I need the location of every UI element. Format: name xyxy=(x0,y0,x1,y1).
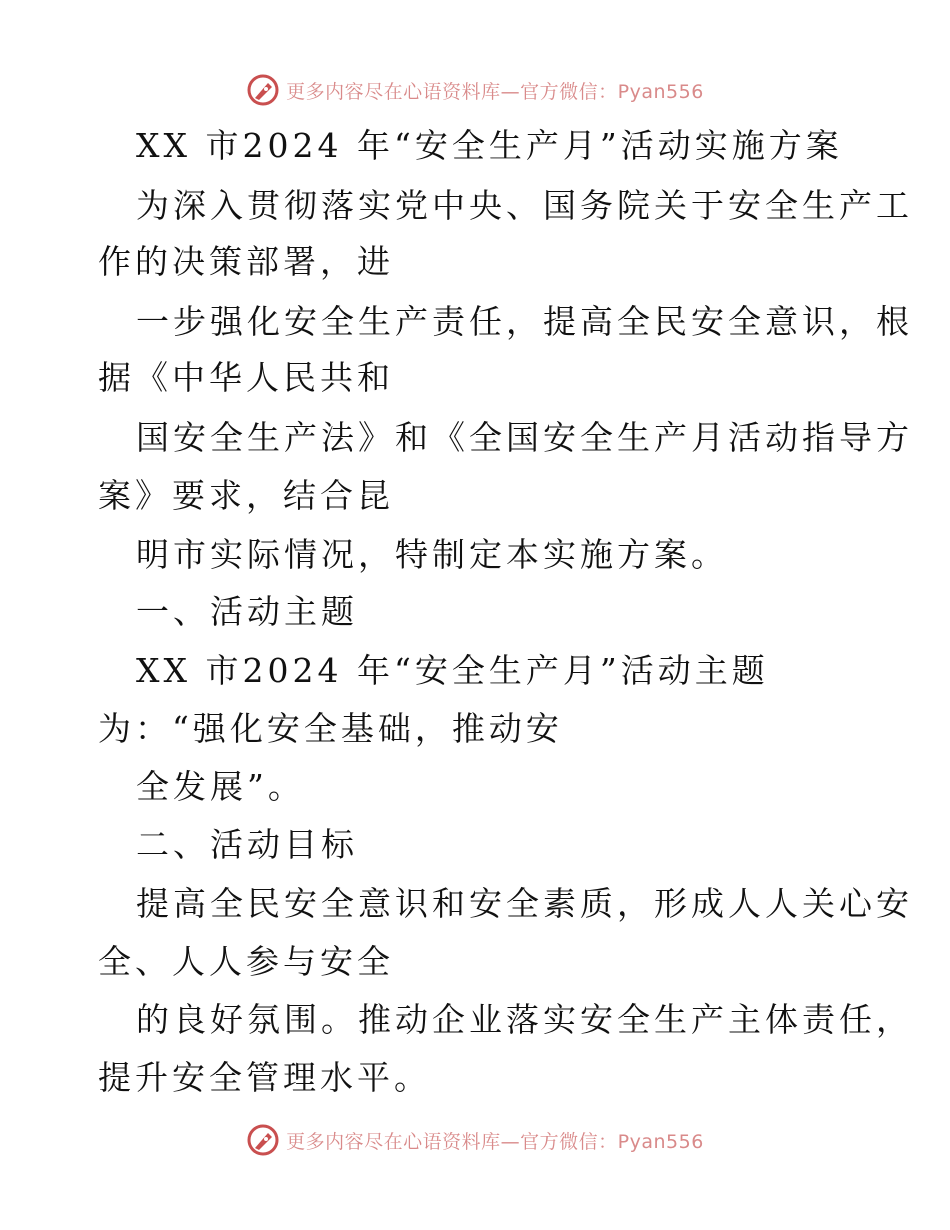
paragraph-line: 据《中华人民共和 xyxy=(98,358,394,397)
paragraph-line: 明市实际情况，特制定本实施方案。 xyxy=(136,535,728,574)
paragraph-line: 为：“强化安全基础，推动安 xyxy=(98,709,563,748)
document-title: XX 市2024 年“安全生产月”活动实施方案 xyxy=(136,126,843,165)
pen-nib-logo-icon xyxy=(246,1123,280,1157)
paragraph-line: 为深入贯彻落实党中央、国务院关于安全生产工 xyxy=(136,186,913,225)
paragraph-line: 提高全民安全意识和安全素质，形成人人关心安 xyxy=(136,884,913,923)
section-heading: 二、活动目标 xyxy=(136,825,358,864)
paragraph-line: 作的决策部署，进 xyxy=(98,242,394,281)
footer-watermark xyxy=(0,1120,950,1160)
watermark-text: 更多内容尽在心语资料库—官方微信：Pyan556 xyxy=(286,80,704,103)
paragraph-line: XX 市2024 年“安全生产月”活动主题 xyxy=(136,651,769,690)
paragraph-line: 提升安全管理水平。 xyxy=(98,1058,431,1097)
paragraph-line: 一步强化安全生产责任，提高全民安全意识，根 xyxy=(136,302,913,341)
watermark-text: 更多内容尽在心语资料库—官方微信：Pyan556 xyxy=(286,1130,704,1153)
paragraph-line: 的良好氛围。推动企业落实安全生产主体责任， xyxy=(136,1000,913,1039)
paragraph-line: 全、人人参与安全 xyxy=(98,942,394,981)
paragraph-line: 全发展”。 xyxy=(136,767,305,806)
section-heading: 一、活动主题 xyxy=(136,592,358,631)
paragraph-line: 案》要求，结合昆 xyxy=(98,476,394,515)
paragraph-line: 国安全生产法》和《全国安全生产月活动指导方 xyxy=(136,418,913,457)
